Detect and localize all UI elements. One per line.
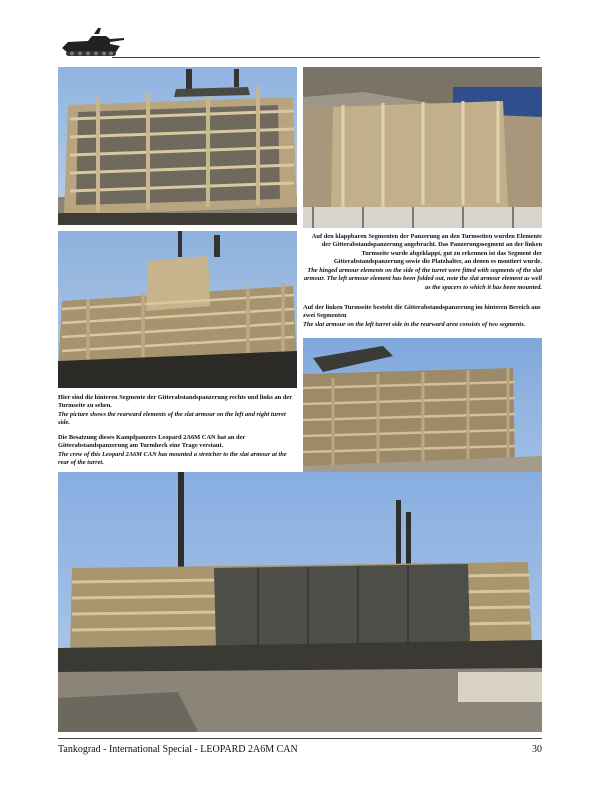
caption-german: Die Besatzung dieses Kampfpanzers Leopard 2A6M CAN hat an der Gitterabstandspanzerung am Turmheck eine Trage verstaut. <box>58 434 246 450</box>
caption-german: Auf den klappbaren Segmenten der Panzerung an den Turmseiten wurden Elemente der Gitterabstandspanzerung angebracht. Das Panzerungssegment an der linken Turmseite wurde abgeklappt, gut zu erkennen ist das Segment der Gitterabstandspanzerung sowie die Platzhalter, an denen es montiert wurde. <box>311 233 542 266</box>
photo-rear-slat-segments <box>58 231 297 388</box>
caption-hinged-armour <box>303 233 542 292</box>
photo-turret-rear-stretcher <box>58 472 542 732</box>
caption-rear-segments <box>58 394 296 428</box>
page-number: 30 <box>532 744 542 755</box>
footer-rule <box>58 738 542 739</box>
header-rule <box>112 57 540 58</box>
caption-english: The slat armour on the left turret side in the rearward area consists of two segments. <box>303 320 526 328</box>
tank-logo-icon <box>58 24 128 60</box>
caption-english: The crew of this Leopard 2A6M CAN has mounted a stretcher to the slat armour at the rear of the turret. <box>58 450 287 467</box>
caption-german: Auf der linken Turmseite besteht die Gitterabstandspanzerung im hinteren Bereich aus zwei Segmenten <box>303 304 541 320</box>
caption-english: The picture shows the rearward elements of the slat armour on the left and right turret side. <box>58 410 286 427</box>
photo-folded-armour-element <box>303 67 542 228</box>
photo-turret-side-slat-armour <box>58 67 297 225</box>
caption-english: The hinged armour elements on the side of the turret were fitted with segments of the slat armour. The left armour element has been folded out, note the slat armour element as well as the spacers to which it has been mounted. <box>303 266 542 291</box>
footer-title: Tankograd - International Special - LEOPARD 2A6M CAN <box>58 744 298 755</box>
caption-left-turret-side <box>303 304 542 329</box>
caption-stretcher <box>58 434 296 468</box>
caption-german: Hier sind die hinteren Segmente der Gitterabstandspanzerung rechts und links an der Turmseite zu sehen. <box>58 394 292 410</box>
